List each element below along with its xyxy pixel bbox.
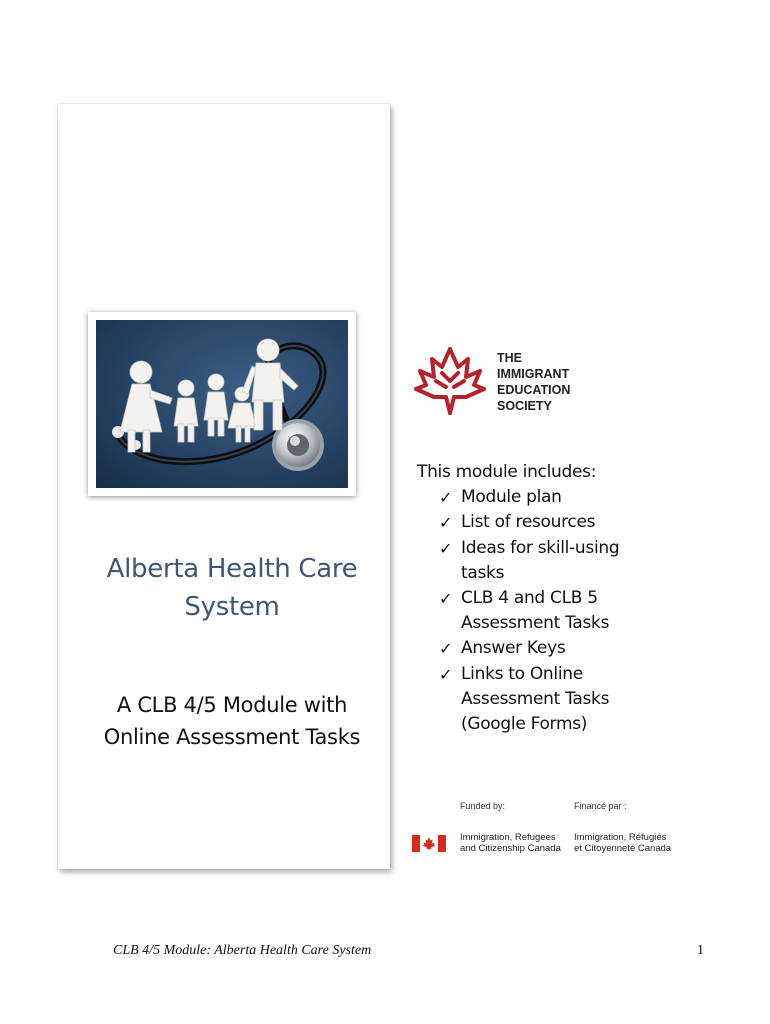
cover-title — [58, 550, 406, 626]
list-item — [417, 586, 657, 636]
department-name-fr-line2: et Citoyenneté Canada — [574, 843, 672, 854]
checkmark-icon: ✓ — [439, 538, 453, 558]
finance-par-label: Financé par : — [574, 801, 627, 811]
organization-name — [497, 350, 570, 414]
family-stethoscope-image — [96, 320, 348, 488]
organization-name-line: IMMIGRANT — [497, 367, 570, 381]
checkmark-icon: ✓ — [439, 589, 453, 609]
cover-title-line2: System — [184, 592, 280, 622]
cover-title-line1: Alberta Health Care — [106, 554, 358, 584]
page-footer: CLB 4/5 Module: Alberta Health Care System — [113, 943, 372, 958]
department-name-fr — [574, 832, 671, 854]
page-number: 1 — [697, 943, 704, 958]
cover-panel — [58, 104, 390, 869]
list-item-label: Module plan — [461, 487, 562, 508]
includes-list — [417, 485, 657, 737]
cover-subtitle — [58, 689, 406, 753]
maple-leaf-people-logo-icon — [412, 345, 488, 417]
department-name-en — [460, 832, 561, 854]
cover-subtitle-line1: A CLB 4/5 Module with — [116, 693, 348, 717]
checkmark-icon: ✓ — [439, 488, 453, 508]
list-item-label: List of resources — [461, 512, 596, 533]
list-item — [417, 536, 657, 586]
canada-flag-icon — [412, 835, 446, 852]
checkmark-icon: ✓ — [439, 513, 453, 533]
checkmark-icon: ✓ — [439, 639, 453, 659]
organization-name-line: SOCIETY — [497, 399, 552, 413]
list-item — [417, 662, 657, 738]
list-item-label: CLB 4 and CLB 5 Assessment Tasks — [461, 588, 610, 634]
list-item — [417, 636, 657, 661]
department-name-en-line2: and Citizenship Canada — [460, 843, 561, 854]
organization-name-line: THE — [497, 351, 522, 365]
funded-by-label: Funded by: — [460, 801, 506, 811]
includes-heading: This module includes: — [417, 462, 597, 482]
list-item-label: Ideas for skill-using tasks — [461, 537, 620, 583]
department-name-fr-line1: Immigration, Réfugiés — [574, 832, 667, 843]
organization-name-line: EDUCATION — [497, 383, 571, 397]
list-item-label: Links to Online Assessment Tasks (Google Forms) — [461, 663, 610, 735]
cover-photo — [88, 312, 356, 496]
list-item-label: Answer Keys — [461, 638, 566, 659]
list-item — [417, 485, 657, 510]
cover-subtitle-line2: Online Assessment Tasks — [103, 725, 361, 749]
module-includes-section — [417, 460, 657, 737]
checkmark-icon: ✓ — [439, 664, 453, 684]
department-name-en-line1: Immigration, Refugees — [460, 832, 556, 843]
list-item — [417, 510, 657, 535]
